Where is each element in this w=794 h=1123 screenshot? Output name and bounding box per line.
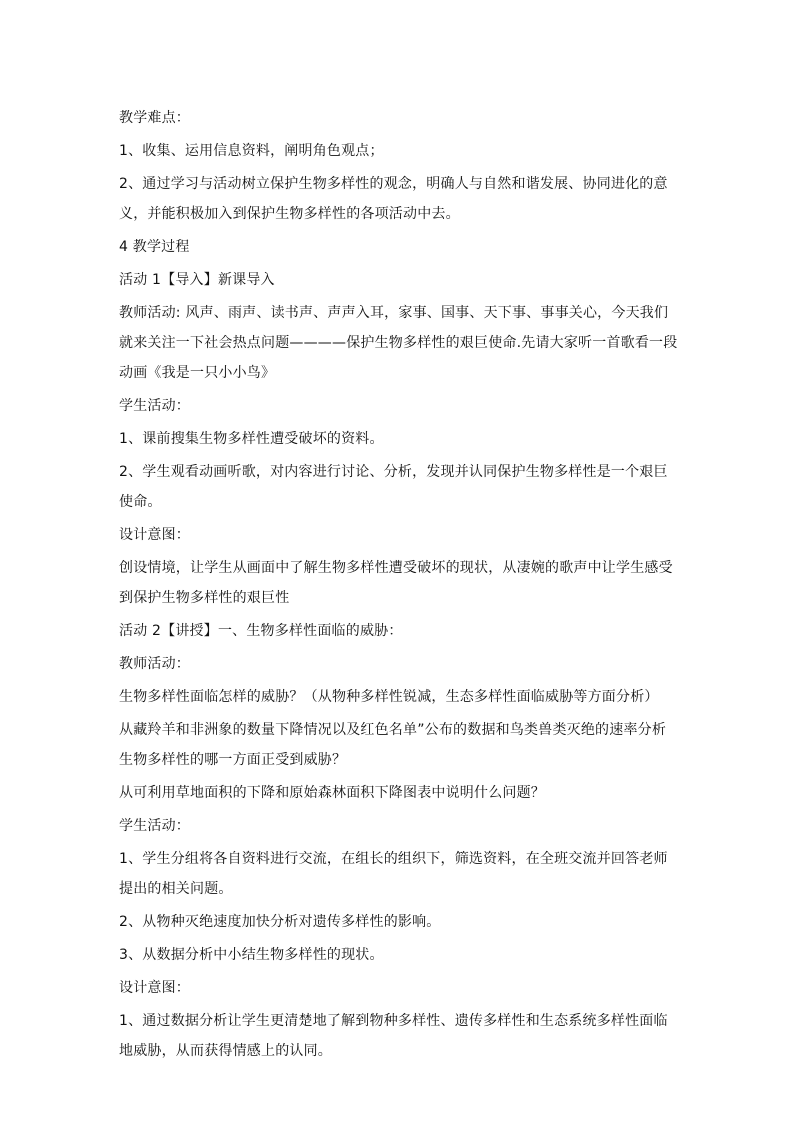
difficulty-item-2: 2、通过学习与活动树立保护生物多样性的观念，明确人与自然和谐发展、协同进化的意义，并能积极加入到保护生物多样性的各项活动中去。	[119, 176, 668, 222]
student-activity-2-item-3: 3、从数据分析中小结生物多样性的现状。	[119, 947, 384, 963]
teacher-question-3: 从可利用草地面积的下降和原始森林面积下降图表中说明什么问题？	[119, 785, 545, 801]
teacher-question-1: 生物多样性面临怎样的威胁？（从物种多样性锐减，生态多样性面临威胁等方面分析）	[119, 689, 659, 705]
design-intent-label-1: 设计意图：	[119, 527, 190, 543]
student-activity-label-1: 学生活动：	[119, 398, 190, 414]
teacher-question-2: 从藏羚羊和非洲象的数量下降情况以及红色名单”公布的数据和鸟类兽类灭绝的速率分析生物多样性的哪一方面正受到威胁？	[119, 722, 667, 768]
document-body	[119, 103, 679, 1069]
section-teaching-process: 4 教学过程	[119, 239, 190, 255]
design-intent-2-item-1: 1、通过数据分析让学生更清楚地了解到物种多样性、遗传多样性和生态系统多样性面临地威胁，从而获得情感上的认同。	[119, 1013, 668, 1059]
student-activity-1-item-2: 2、学生观看动画听歌，对内容进行讨论、分析，发现并认同保护生物多样性是一个艰巨使命。	[119, 464, 668, 510]
teacher-activity-1: 教师活动: 风声、雨声、读书声、声声入耳，家事、国事、天下事、事事关心，今天我们就来关注一下社会热点问题————保护生物多样性的艰巨使命.先请大家听一首歌看一段动画《我是一只小小鸟》	[119, 305, 678, 381]
student-activity-1-item-1: 1、课前搜集生物多样性遭受破坏的资料。	[119, 431, 384, 447]
heading-teaching-difficulties: 教学难点：	[119, 110, 190, 126]
student-activity-2-item-1: 1、学生分组将各自资料进行交流，在组长的组织下，筛选资料，在全班交流并回答老师提出的相关问题。	[119, 851, 668, 897]
teacher-activity-label-2: 教师活动：	[119, 656, 190, 672]
student-activity-label-2: 学生活动：	[119, 818, 190, 834]
design-intent-label-2: 设计意图：	[119, 980, 190, 996]
activity-1-heading: 活动 1【导入】新课导入	[119, 272, 275, 288]
activity-2-heading: 活动 2【讲授】一、生物多样性面临的威胁：	[119, 623, 403, 639]
student-activity-2-item-2: 2、从物种灭绝速度加快分析对遗传多样性的影响。	[119, 914, 441, 930]
design-intent-1: 创设情境，让学生从画面中了解生物多样性遭受破坏的现状，从凄婉的歌声中让学生感受到保护生物多样性的艰巨性	[119, 560, 673, 606]
difficulty-item-1: 1、收集、运用信息资料，阐明角色观点；	[119, 143, 384, 159]
